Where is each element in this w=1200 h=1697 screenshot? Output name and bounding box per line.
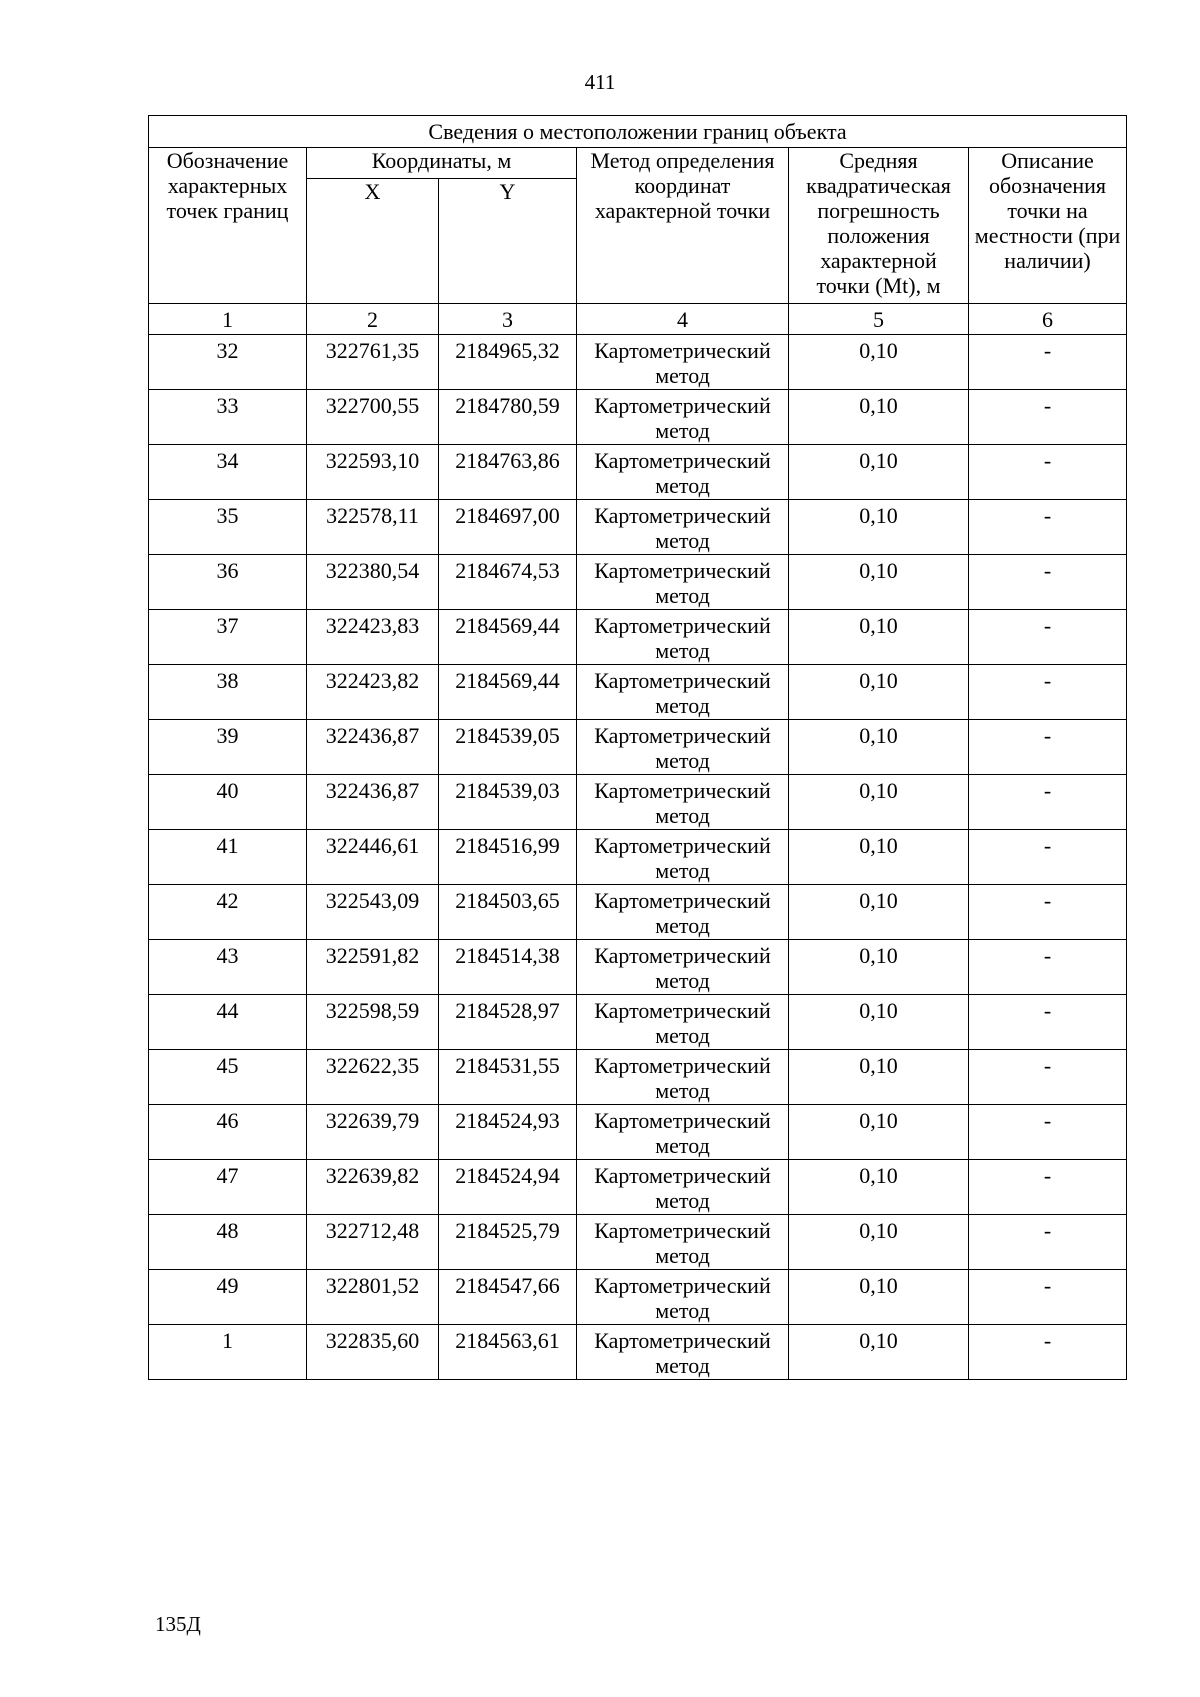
table-row <box>149 610 1127 665</box>
cell-description: - <box>969 1325 1127 1380</box>
cell-y: 2184697,00 <box>439 500 577 555</box>
cell-x: 322712,48 <box>307 1215 439 1270</box>
cell-error: 0,10 <box>789 555 969 610</box>
cell-x: 322639,79 <box>307 1105 439 1160</box>
cell-point: 39 <box>149 720 307 775</box>
cell-method: Картометрический метод <box>577 720 789 775</box>
cell-description: - <box>969 445 1127 500</box>
cell-y: 2184525,79 <box>439 1215 577 1270</box>
cell-error: 0,10 <box>789 1270 969 1325</box>
cell-y: 2184674,53 <box>439 555 577 610</box>
cell-method: Картометрический метод <box>577 500 789 555</box>
table-row <box>149 830 1127 885</box>
cell-point: 37 <box>149 610 307 665</box>
table-row <box>149 335 1127 390</box>
cell-method: Картометрический метод <box>577 390 789 445</box>
cell-error: 0,10 <box>789 1215 969 1270</box>
column-number: 1 <box>149 304 307 335</box>
cell-x: 322446,61 <box>307 830 439 885</box>
cell-method: Картометрический метод <box>577 995 789 1050</box>
page-number: 411 <box>584 70 616 94</box>
cell-y: 2184539,03 <box>439 775 577 830</box>
cell-y: 2184965,32 <box>439 335 577 390</box>
cell-error: 0,10 <box>789 1325 969 1380</box>
cell-description: - <box>969 1270 1127 1325</box>
cell-method: Картометрический метод <box>577 830 789 885</box>
cell-y: 2184780,59 <box>439 390 577 445</box>
header-point-designation: Обозначение характерных точек границ <box>149 148 307 304</box>
cell-error: 0,10 <box>789 720 969 775</box>
cell-y: 2184514,38 <box>439 940 577 995</box>
cell-point: 42 <box>149 885 307 940</box>
cell-x: 322761,35 <box>307 335 439 390</box>
cell-x: 322801,52 <box>307 1270 439 1325</box>
cell-x: 322593,10 <box>307 445 439 500</box>
cell-x: 322380,54 <box>307 555 439 610</box>
cell-x: 322835,60 <box>307 1325 439 1380</box>
cell-description: - <box>969 775 1127 830</box>
header-x: X <box>307 179 439 304</box>
cell-x: 322591,82 <box>307 940 439 995</box>
cell-point: 34 <box>149 445 307 500</box>
cell-error: 0,10 <box>789 1160 969 1215</box>
cell-x: 322598,59 <box>307 995 439 1050</box>
cell-point: 38 <box>149 665 307 720</box>
table-row <box>149 445 1127 500</box>
cell-method: Картометрический метод <box>577 555 789 610</box>
table-row <box>149 1160 1127 1215</box>
cell-x: 322578,11 <box>307 500 439 555</box>
cell-point: 33 <box>149 390 307 445</box>
cell-description: - <box>969 610 1127 665</box>
table-row <box>149 995 1127 1050</box>
cell-error: 0,10 <box>789 830 969 885</box>
cell-x: 322436,87 <box>307 775 439 830</box>
header-coordinates: Координаты, м <box>307 148 577 179</box>
cell-y: 2184569,44 <box>439 665 577 720</box>
cell-point: 47 <box>149 1160 307 1215</box>
table-row <box>149 775 1127 830</box>
cell-description: - <box>969 940 1127 995</box>
cell-point: 32 <box>149 335 307 390</box>
footer-code: 135Д <box>155 1612 201 1636</box>
table-row <box>149 500 1127 555</box>
column-number: 4 <box>577 304 789 335</box>
cell-description: - <box>969 1215 1127 1270</box>
cell-y: 2184547,66 <box>439 1270 577 1325</box>
header-method: Метод определения координат характерной точки <box>577 148 789 304</box>
cell-description: - <box>969 830 1127 885</box>
cell-method: Картометрический метод <box>577 445 789 500</box>
cell-description: - <box>969 390 1127 445</box>
table-row <box>149 390 1127 445</box>
table-row <box>149 940 1127 995</box>
header-y: Y <box>439 179 577 304</box>
cell-error: 0,10 <box>789 1050 969 1105</box>
cell-y: 2184524,94 <box>439 1160 577 1215</box>
cell-description: - <box>969 1050 1127 1105</box>
table-caption: Сведения о местоположении границ объекта <box>149 116 1127 148</box>
cell-method: Картометрический метод <box>577 1105 789 1160</box>
cell-point: 36 <box>149 555 307 610</box>
cell-error: 0,10 <box>789 445 969 500</box>
cell-error: 0,10 <box>789 1105 969 1160</box>
cell-y: 2184503,65 <box>439 885 577 940</box>
cell-x: 322436,87 <box>307 720 439 775</box>
cell-y: 2184531,55 <box>439 1050 577 1105</box>
cell-x: 322639,82 <box>307 1160 439 1215</box>
column-number: 3 <box>439 304 577 335</box>
cell-point: 40 <box>149 775 307 830</box>
cell-x: 322700,55 <box>307 390 439 445</box>
header-error: Средняя квадратическая погрешность положения характерной точки (Mt), м <box>789 148 969 304</box>
cell-method: Картометрический метод <box>577 610 789 665</box>
cell-method: Картометрический метод <box>577 1325 789 1380</box>
cell-description: - <box>969 995 1127 1050</box>
cell-error: 0,10 <box>789 885 969 940</box>
column-number: 6 <box>969 304 1127 335</box>
cell-point: 45 <box>149 1050 307 1105</box>
cell-y: 2184569,44 <box>439 610 577 665</box>
cell-method: Картометрический метод <box>577 1160 789 1215</box>
cell-method: Картометрический метод <box>577 1270 789 1325</box>
column-number: 2 <box>307 304 439 335</box>
cell-description: - <box>969 665 1127 720</box>
cell-y: 2184524,93 <box>439 1105 577 1160</box>
cell-error: 0,10 <box>789 995 969 1050</box>
cell-x: 322622,35 <box>307 1050 439 1105</box>
cell-point: 46 <box>149 1105 307 1160</box>
cell-error: 0,10 <box>789 500 969 555</box>
cell-method: Картометрический метод <box>577 940 789 995</box>
table-row <box>149 1105 1127 1160</box>
cell-point: 35 <box>149 500 307 555</box>
cell-error: 0,10 <box>789 665 969 720</box>
cell-description: - <box>969 335 1127 390</box>
cell-point: 43 <box>149 940 307 995</box>
cell-error: 0,10 <box>789 390 969 445</box>
cell-method: Картометрический метод <box>577 1215 789 1270</box>
cell-description: - <box>969 1105 1127 1160</box>
table-row <box>149 885 1127 940</box>
cell-description: - <box>969 1160 1127 1215</box>
cell-method: Картометрический метод <box>577 885 789 940</box>
column-numbering-row <box>149 304 1127 335</box>
cell-x: 322543,09 <box>307 885 439 940</box>
table-row <box>149 1325 1127 1380</box>
cell-point: 48 <box>149 1215 307 1270</box>
cell-point: 49 <box>149 1270 307 1325</box>
cell-method: Картометрический метод <box>577 335 789 390</box>
cell-y: 2184563,61 <box>439 1325 577 1380</box>
cell-method: Картометрический метод <box>577 665 789 720</box>
cell-x: 322423,82 <box>307 665 439 720</box>
cell-description: - <box>969 885 1127 940</box>
cell-y: 2184763,86 <box>439 445 577 500</box>
cell-method: Картометрический метод <box>577 1050 789 1105</box>
cell-description: - <box>969 555 1127 610</box>
cell-y: 2184516,99 <box>439 830 577 885</box>
cell-point: 44 <box>149 995 307 1050</box>
cell-description: - <box>969 720 1127 775</box>
cell-description: - <box>969 500 1127 555</box>
header-description: Описание обозначения точки на местности (при наличии) <box>969 148 1127 304</box>
table-row <box>149 1215 1127 1270</box>
cell-y: 2184528,97 <box>439 995 577 1050</box>
table-row <box>149 720 1127 775</box>
table-row <box>149 1050 1127 1105</box>
cell-error: 0,10 <box>789 940 969 995</box>
cell-error: 0,10 <box>789 775 969 830</box>
cell-y: 2184539,05 <box>439 720 577 775</box>
cell-error: 0,10 <box>789 610 969 665</box>
table-row <box>149 1270 1127 1325</box>
cell-point: 41 <box>149 830 307 885</box>
cell-method: Картометрический метод <box>577 775 789 830</box>
table-row <box>149 555 1127 610</box>
cell-point: 1 <box>149 1325 307 1380</box>
cell-error: 0,10 <box>789 335 969 390</box>
column-number: 5 <box>789 304 969 335</box>
cell-x: 322423,83 <box>307 610 439 665</box>
table-row <box>149 665 1127 720</box>
boundary-coordinates-table <box>148 115 1127 1380</box>
